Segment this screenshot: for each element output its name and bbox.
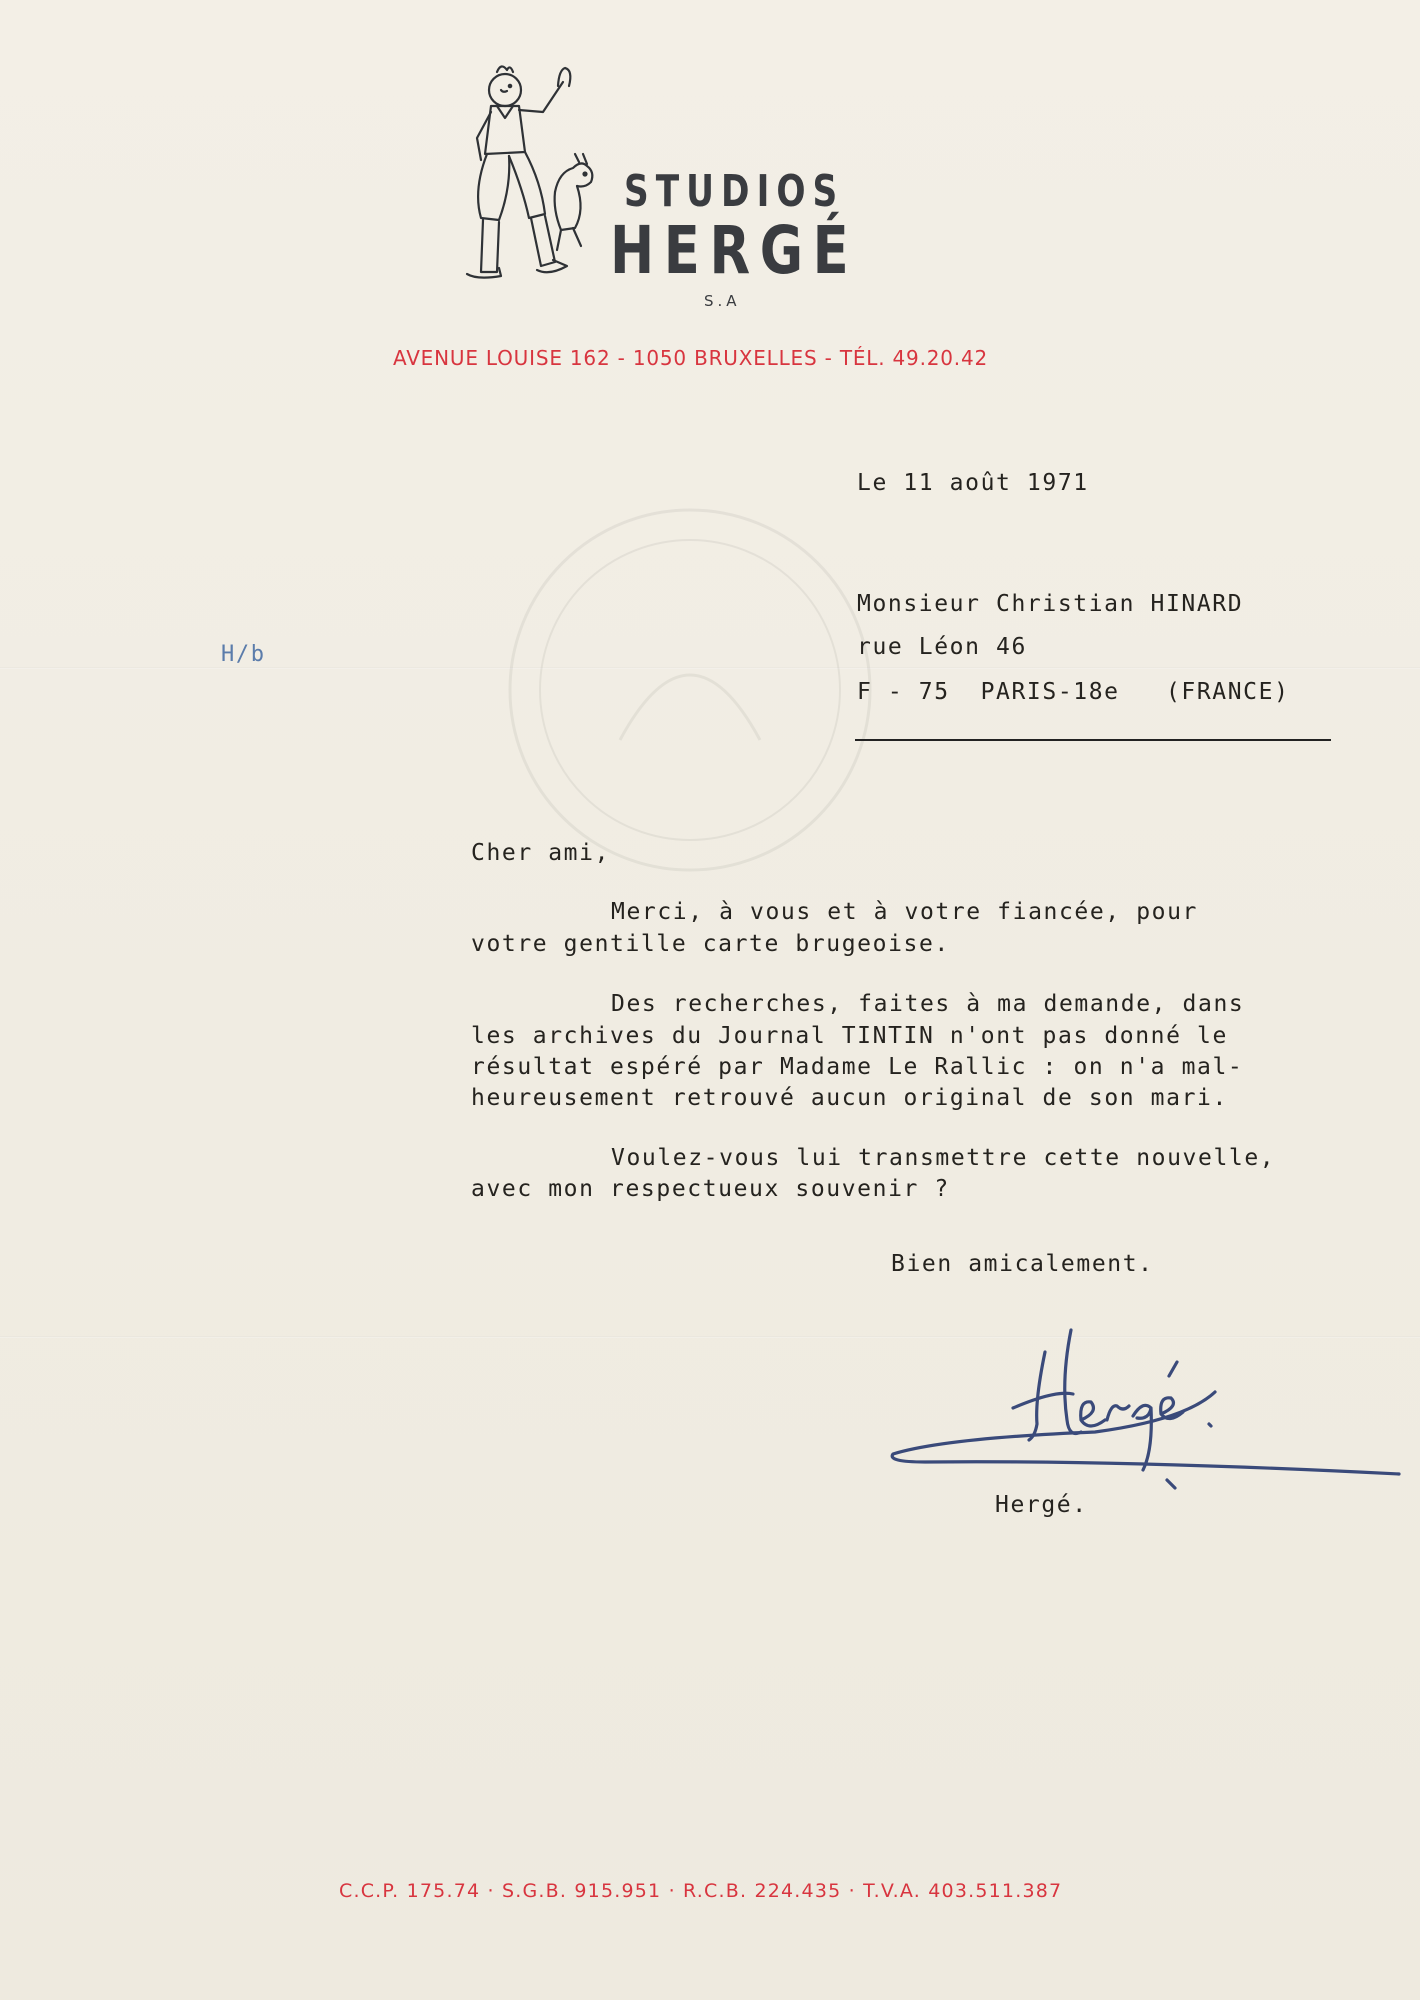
brand-herge-text: HERGÉ xyxy=(610,212,859,289)
paragraph3-line: Voulez-vous lui transmettre cette nouvelle, xyxy=(611,1145,1276,1171)
paragraph2-line: les archives du Journal TINTIN n'ont pas donné le xyxy=(471,1023,1228,1049)
reference-code: H/b xyxy=(221,642,266,667)
recipient-street: rue Léon 46 xyxy=(857,634,1027,660)
footer-registration: C.C.P. 175.74 · S.G.B. 915.951 · R.C.B. 224.435 · T.V.A. 403.511.387 xyxy=(339,1880,1063,1902)
letter-date: Le 11 août 1971 xyxy=(857,470,1089,496)
recipient-city: F - 75 PARIS-18e (FRANCE) xyxy=(857,679,1290,705)
embossed-seal-watermark xyxy=(470,490,910,890)
brand-studios-text: STUDIOS xyxy=(624,166,845,217)
paragraph1-line: Merci, à vous et à votre fiancée, pour xyxy=(611,899,1198,925)
closing-line: Bien amicalement. xyxy=(891,1251,1154,1277)
recipient-name: Monsieur Christian HINARD xyxy=(857,591,1244,617)
tintin-snowy-logo-icon xyxy=(455,60,605,310)
paragraph2-line: Des recherches, faites à ma demande, dans xyxy=(611,991,1245,1017)
paragraph1-line: votre gentille carte brugeoise. xyxy=(471,931,950,957)
paragraph3-line: avec mon respectueux souvenir ? xyxy=(471,1176,950,1202)
salutation: Cher ami, xyxy=(471,840,611,866)
handwritten-signature xyxy=(885,1320,1405,1500)
address-underline xyxy=(855,739,1331,741)
brand-sa-suffix: S.A xyxy=(704,292,741,310)
signed-name: Hergé. xyxy=(995,1492,1088,1518)
letterhead-address: AVENUE LOUISE 162 - 1050 BRUXELLES - TÉL. 49.20.42 xyxy=(393,346,988,370)
paragraph2-line: heureusement retrouvé aucun original de son mari. xyxy=(471,1085,1228,1111)
paragraph2-line: résultat espéré par Madame Le Rallic : on n'a mal- xyxy=(471,1054,1244,1080)
